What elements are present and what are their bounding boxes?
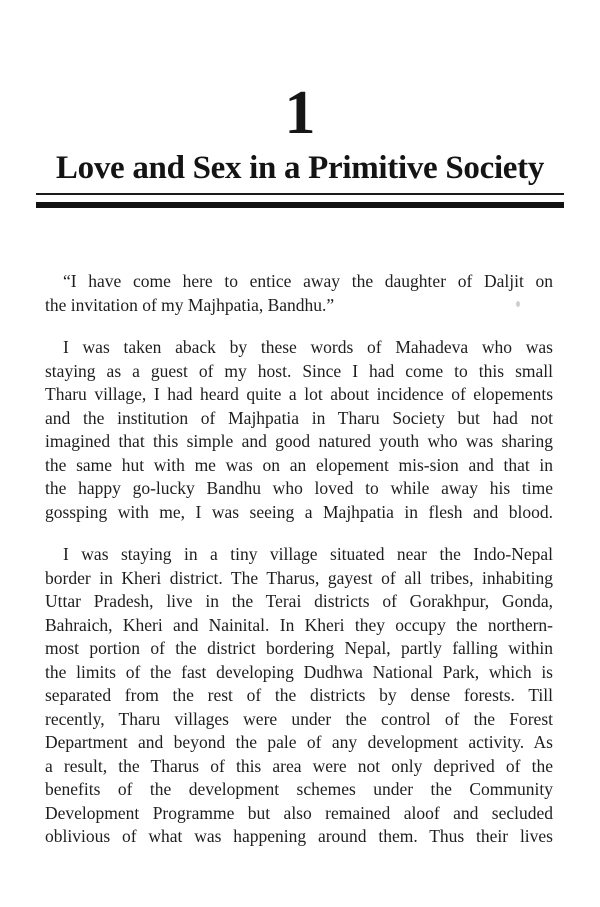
chapter-title: Love and Sex in a Primitive Society — [55, 150, 545, 186]
paragraph — [45, 270, 553, 317]
text-line: the invitation of my Majhpatia, Bandhu.” — [45, 294, 335, 315]
body-text — [45, 270, 553, 849]
text-line: “I have come here to entice away the daughter of Daljit on — [63, 271, 553, 291]
scan-speck — [516, 301, 520, 307]
text-line: oblivious of what was happening around them. Thus their lives — [45, 826, 553, 846]
text-line: imagined that this simple and good natured youth who was sharing — [45, 431, 553, 451]
text-line: I was taken aback by these words of Mahadeva who was — [63, 337, 553, 357]
title-rule-thin-line — [36, 193, 564, 195]
text-line: benefits of the development schemes under the Community — [45, 779, 553, 799]
text-line: a result, the Tharus of this area were not only deprived of the — [45, 755, 553, 776]
title-rule-thick-line — [36, 202, 564, 208]
paragraph — [45, 336, 553, 524]
text-line: border in Kheri district. The Tharus, gayest of all tribes, inhabiting — [45, 567, 553, 588]
paragraph — [45, 543, 553, 849]
text-line: Development Programme but also remained aloof and secluded — [45, 802, 553, 823]
text-line: Uttar Pradesh, live in the Terai districts of Gorakhpur, Gonda, — [45, 591, 553, 611]
chapter-number: 1 — [284, 79, 316, 147]
title-rule — [36, 193, 564, 208]
text-line: the same hut with me was on an elopement mis-sion and that in — [45, 454, 553, 475]
text-line: most portion of the district bordering Nepal, partly falling within — [45, 638, 553, 658]
text-line: Department and beyond the pale of any development activity. As — [45, 732, 553, 752]
text-line: I was staying in a tiny village situated near the Indo-Nepal — [63, 544, 553, 564]
text-line: staying as a guest of my host. Since I had come to this small — [45, 360, 553, 381]
text-line: separated from the rest of the districts by dense forests. Till — [45, 685, 553, 705]
text-line: the limits of the fast developing Dudhwa National Park, which is — [45, 661, 553, 682]
text-line: recently, Tharu villages were under the control of the Forest — [45, 708, 553, 729]
text-line: gossping with me, I was seeing a Majhpatia in flesh and blood. — [45, 501, 553, 522]
text-line: and the institution of Majhpatia in Tharu Society but had not — [45, 407, 553, 428]
text-line: Tharu village, I had heard quite a lot about incidence of elopements — [45, 384, 553, 404]
text-line: Bahraich, Kheri and Nainital. In Kheri they occupy the northern- — [45, 614, 553, 635]
text-line: the happy go-lucky Bandhu who loved to while away his time — [45, 478, 553, 498]
